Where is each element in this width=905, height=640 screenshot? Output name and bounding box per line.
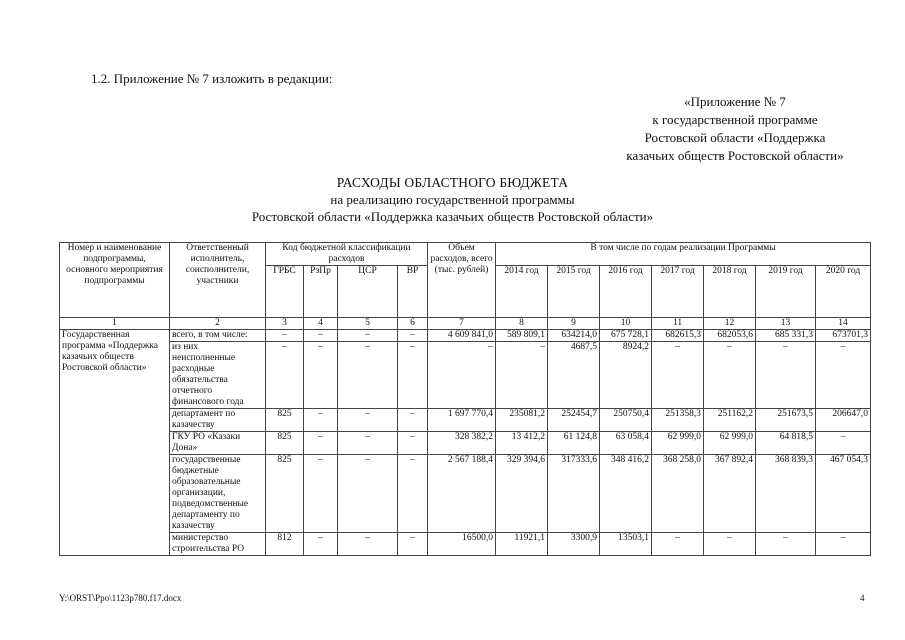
table-row [60, 330, 871, 342]
executor-cell: департамент по казачеству [170, 409, 266, 432]
total-cell: 2 567 188,4 [428, 455, 496, 533]
executor-cell: государственные бюджетные образовательные организации, подведомственные департаменту по казачеству [170, 455, 266, 533]
rzpr-cell: – [304, 409, 338, 432]
col-number: 2 [170, 318, 266, 330]
y2014-cell: 589 809,1 [496, 330, 548, 342]
y2017-cell: – [652, 342, 704, 409]
executor-cell: министерство строительства РО [170, 533, 266, 556]
y2019-cell: 685 331,3 [756, 330, 816, 342]
y2016-cell: 13503,1 [600, 533, 652, 556]
header-2016: 2016 год [600, 266, 652, 318]
y2017-cell: – [652, 533, 704, 556]
column-number-row [60, 318, 871, 330]
y2016-cell: 8924,2 [600, 342, 652, 409]
rzpr-cell: – [304, 432, 338, 455]
vr-cell: – [398, 409, 428, 432]
y2018-cell: – [704, 533, 756, 556]
y2020-cell: 467 054,3 [816, 455, 871, 533]
header-rzpr: РзПр [304, 266, 338, 318]
col-number: 5 [338, 318, 398, 330]
table-row [60, 455, 871, 533]
y2019-cell: 251673,5 [756, 409, 816, 432]
y2020-cell: 673701,3 [816, 330, 871, 342]
col-number: 7 [428, 318, 496, 330]
grbs-cell: – [266, 342, 304, 409]
y2014-cell: 235081,2 [496, 409, 548, 432]
appendix-line-3: Ростовской области «Поддержка [644, 130, 826, 145]
executor-cell: ГКУ РО «Казаки Дона» [170, 432, 266, 455]
grbs-cell: 825 [266, 409, 304, 432]
header-2015: 2015 год [548, 266, 600, 318]
grbs-cell: 825 [266, 432, 304, 455]
rzpr-cell: – [304, 533, 338, 556]
table-row [60, 432, 871, 455]
y2018-cell: 682053,6 [704, 330, 756, 342]
header-2018: 2018 год [704, 266, 756, 318]
header-grbs: ГРБС [266, 266, 304, 318]
appendix-line-2: к государственной программе [652, 112, 818, 127]
y2015-cell: 4687,5 [548, 342, 600, 409]
csr-cell: – [338, 533, 398, 556]
header-2014: 2014 год [496, 266, 548, 318]
appendix-line-1: «Приложение № 7 [684, 94, 786, 109]
program-name-cell: Государственная программа «Поддержка казачьих обществ Ростовской области» [60, 330, 170, 556]
rzpr-cell: – [304, 342, 338, 409]
y2017-cell: 62 999,0 [652, 432, 704, 455]
rzpr-cell: – [304, 330, 338, 342]
header-csr: ЦСР [338, 266, 398, 318]
y2019-cell: 64 818,5 [756, 432, 816, 455]
col-number: 10 [600, 318, 652, 330]
total-cell: – [428, 342, 496, 409]
budget-table [59, 242, 871, 556]
y2014-cell: – [496, 342, 548, 409]
page-number: 4 [860, 593, 865, 603]
y2014-cell: 11921,1 [496, 533, 548, 556]
y2015-cell: 61 124,8 [548, 432, 600, 455]
header-by-years: В том числе по годам реализации Программы [496, 243, 871, 266]
intro-text: 1.2. Приложение № 7 изложить в редакции: [91, 71, 333, 86]
y2020-cell: – [816, 432, 871, 455]
y2014-cell: 13 412,2 [496, 432, 548, 455]
y2018-cell: – [704, 342, 756, 409]
csr-cell: – [338, 455, 398, 533]
col-number: 4 [304, 318, 338, 330]
y2014-cell: 329 394,6 [496, 455, 548, 533]
vr-cell: – [398, 533, 428, 556]
appendix-line-4: казачьих обществ Ростовской области» [626, 148, 844, 163]
y2020-cell: – [816, 533, 871, 556]
col-number: 14 [816, 318, 871, 330]
vr-cell: – [398, 432, 428, 455]
executor-cell: из них неисполненные расходные обязательства отчетного финансового года [170, 342, 266, 409]
table-row [60, 409, 871, 432]
title-line-1: РАСХОДЫ ОБЛАСТНОГО БЮДЖЕТА [336, 175, 569, 190]
document-title [0, 174, 905, 225]
vr-cell: – [398, 455, 428, 533]
csr-cell: – [338, 432, 398, 455]
executor-cell: всего, в том числе: [170, 330, 266, 342]
y2019-cell: 368 839,3 [756, 455, 816, 533]
grbs-cell: 825 [266, 455, 304, 533]
header-2017: 2017 год [652, 266, 704, 318]
header-volume: Объем расходов, всего (тыс. рублей) [428, 243, 496, 318]
appendix-header [580, 93, 890, 165]
csr-cell: – [338, 330, 398, 342]
title-line-3: Ростовской области «Поддержка казачьих обществ Ростовской области» [251, 209, 654, 224]
header-program: Номер и наименование подпрограммы, основного мероприятия подпрограммы [60, 243, 170, 318]
y2015-cell: 252454,7 [548, 409, 600, 432]
title-line-2: на реализацию государственной программы [330, 192, 575, 207]
total-cell: 328 382,2 [428, 432, 496, 455]
total-cell: 1 697 770,4 [428, 409, 496, 432]
col-number: 12 [704, 318, 756, 330]
header-executor: Ответственный исполнитель, соисполнители, участники [170, 243, 266, 318]
col-number: 3 [266, 318, 304, 330]
csr-cell: – [338, 409, 398, 432]
col-number: 1 [60, 318, 170, 330]
y2018-cell: 251162,2 [704, 409, 756, 432]
y2016-cell: 63 058,4 [600, 432, 652, 455]
vr-cell: – [398, 330, 428, 342]
y2016-cell: 348 416,2 [600, 455, 652, 533]
header-2019: 2019 год [756, 266, 816, 318]
y2019-cell: – [756, 342, 816, 409]
y2020-cell: – [816, 342, 871, 409]
y2015-cell: 3300,9 [548, 533, 600, 556]
y2018-cell: 62 999,0 [704, 432, 756, 455]
col-number: 11 [652, 318, 704, 330]
y2015-cell: 317333,6 [548, 455, 600, 533]
y2017-cell: 682615,3 [652, 330, 704, 342]
y2017-cell: 251358,3 [652, 409, 704, 432]
y2017-cell: 368 258,0 [652, 455, 704, 533]
y2018-cell: 367 892,4 [704, 455, 756, 533]
col-number: 6 [398, 318, 428, 330]
table-row [60, 533, 871, 556]
vr-cell: – [398, 342, 428, 409]
col-number: 13 [756, 318, 816, 330]
col-number: 9 [548, 318, 600, 330]
csr-cell: – [338, 342, 398, 409]
total-cell: 16500,0 [428, 533, 496, 556]
header-budget-code: Код бюджетной классификации расходов [266, 243, 428, 266]
header-vr: ВР [398, 266, 428, 318]
y2016-cell: 250750,4 [600, 409, 652, 432]
y2015-cell: 634214,0 [548, 330, 600, 342]
grbs-cell: – [266, 330, 304, 342]
rzpr-cell: – [304, 455, 338, 533]
y2016-cell: 675 728,1 [600, 330, 652, 342]
header-row-1 [60, 243, 871, 266]
table-row [60, 342, 871, 409]
total-cell: 4 609 841,0 [428, 330, 496, 342]
y2020-cell: 206647,0 [816, 409, 871, 432]
col-number: 8 [496, 318, 548, 330]
file-path-footer: Y:\ORST\Ppo\1123p780.f17.docx [59, 593, 182, 603]
y2019-cell: – [756, 533, 816, 556]
grbs-cell: 812 [266, 533, 304, 556]
header-2020: 2020 год [816, 266, 871, 318]
